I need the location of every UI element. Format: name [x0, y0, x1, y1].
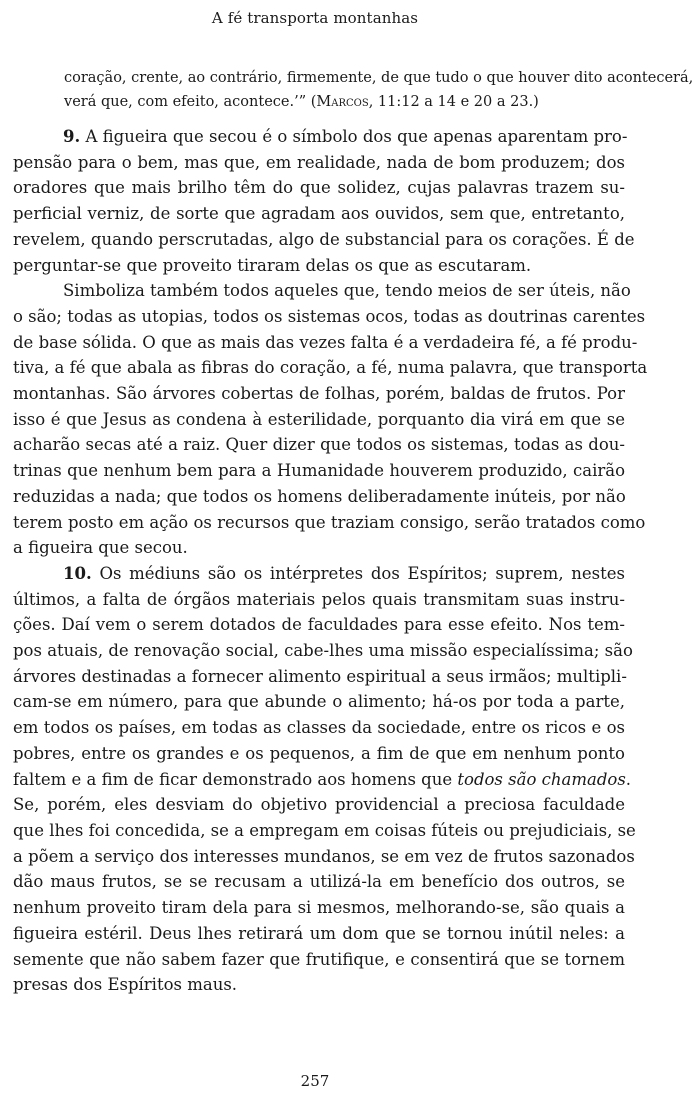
text-line: semente que não sabem fazer que frutifique, e consentirá que se tornem	[13, 949, 625, 969]
paragraph-number: 9.	[63, 127, 81, 146]
paragraph-9	[13, 124, 635, 278]
text-line: 9. A figueira que secou é o símbolo dos que apenas aparentam pro-	[63, 127, 628, 146]
text-line: nenhum proveito tiram dela para si mesmos, melhorando-se, são quais a	[13, 898, 625, 918]
text-line: presas dos Espíritos maus.	[13, 975, 238, 995]
text-line: o são; todas as utopias, todos os sistemas ocos, todas as doutrinas carentes	[13, 306, 646, 326]
quote-block	[64, 66, 693, 114]
page-number: 257	[300, 1072, 330, 1090]
text-line: Simboliza também todos aqueles que, tendo meios de ser úteis, não	[63, 281, 631, 301]
text-line: dão maus frutos, se se recusam a utilizá-la em benefício dos outros, se	[13, 872, 625, 892]
quote-line: coração, crente, ao contrário, firmemente, de que tudo o que houver dito acontecerá,	[64, 70, 693, 86]
text-line: perficial verniz, de sorte que agradam aos ouvidos, sem que, entretanto,	[13, 204, 625, 224]
text-line: pos atuais, de renovação social, cabe-lhes uma missão especialíssima; são	[13, 641, 633, 661]
text-line: pobres, entre os grandes e os pequenos, a fim de que em nenhum ponto	[13, 743, 625, 763]
emphasis-text: todos são chamados	[457, 769, 626, 789]
text-line: que lhes foi concedida, se a empregam em coisas fúteis ou prejudiciais, se	[13, 820, 636, 840]
paragraph-10	[13, 561, 636, 998]
paragraph-number: 10.	[63, 563, 92, 583]
text-line: perguntar-se que proveito tiraram delas os que as escutaram.	[13, 255, 532, 275]
text-line: revelem, quando perscrutadas, algo de substancial para os corações. É de	[13, 229, 635, 249]
text-line: acharão secas até a raiz. Quer dizer que todos os sistemas, todas as dou-	[13, 435, 625, 455]
text-line: pensão para o bem, mas que, em realidade, nada de bom produzem; dos	[13, 152, 625, 172]
text-line: trinas que nenhum bem para a Humanidade houverem produzido, cairão	[13, 461, 625, 481]
text-line: ções. Daí vem o serem dotados de faculdades para esse efeito. Nos tem-	[13, 615, 625, 635]
quote-line-citation: verá que, com efeito, acontece.’” (Marcos, 11:12 a 14 e 20 a 23.)	[64, 94, 539, 110]
text-line: 10. Os médiuns são os intérpretes dos Espíritos; suprem, nestes	[63, 563, 625, 583]
text-line: Se, porém, eles desviam do objetivo providencial a preciosa faculdade	[13, 795, 625, 815]
text-line: montanhas. São árvores cobertas de folhas, porém, baldas de frutos. Por	[13, 384, 625, 404]
text-line: a põem a serviço dos interesses mundanos, se em vez de frutos sazonados	[13, 846, 635, 866]
paragraph-simboliza	[13, 278, 648, 561]
citation-author: Marcos	[316, 94, 369, 110]
text-line: faltem e a fim de ficar demonstrado aos homens que todos são chamados.	[13, 769, 632, 789]
text-line: isso é que Jesus as condena à esterilidade, porquanto dia virá em que se	[13, 409, 625, 429]
running-header: A fé transporta montanhas	[211, 9, 419, 27]
text-line: em todos os países, em todas as classes da sociedade, entre os ricos e os	[13, 718, 625, 738]
text-line: últimos, a falta de órgãos materiais pelos quais transmitam suas instru-	[13, 589, 625, 609]
text-line: reduzidas a nada; que todos os homens deliberadamente inúteis, por não	[13, 486, 626, 506]
body-text	[13, 124, 648, 998]
text-line: terem posto em ação os recursos que traziam consigo, serão tratados como	[13, 512, 646, 532]
text-line: cam-se em número, para que abunde o alimento; há-os por toda a parte,	[13, 692, 625, 712]
text-line: de base sólida. O que as mais das vezes falta é a verdadeira fé, a fé produ-	[13, 332, 638, 352]
text-line: figueira estéril. Deus lhes retirará um dom que se tornou inútil neles: a	[13, 923, 625, 943]
text-line: oradores que mais brilho têm do que solidez, cujas palavras trazem su-	[13, 178, 625, 198]
text-line: tiva, a fé que abala as fibras do coração, a fé, numa palavra, que transporta	[13, 358, 648, 378]
text-line: a figueira que secou.	[13, 538, 188, 558]
text-line: árvores destinadas a fornecer alimento espiritual a seus irmãos; multipli-	[13, 666, 627, 686]
